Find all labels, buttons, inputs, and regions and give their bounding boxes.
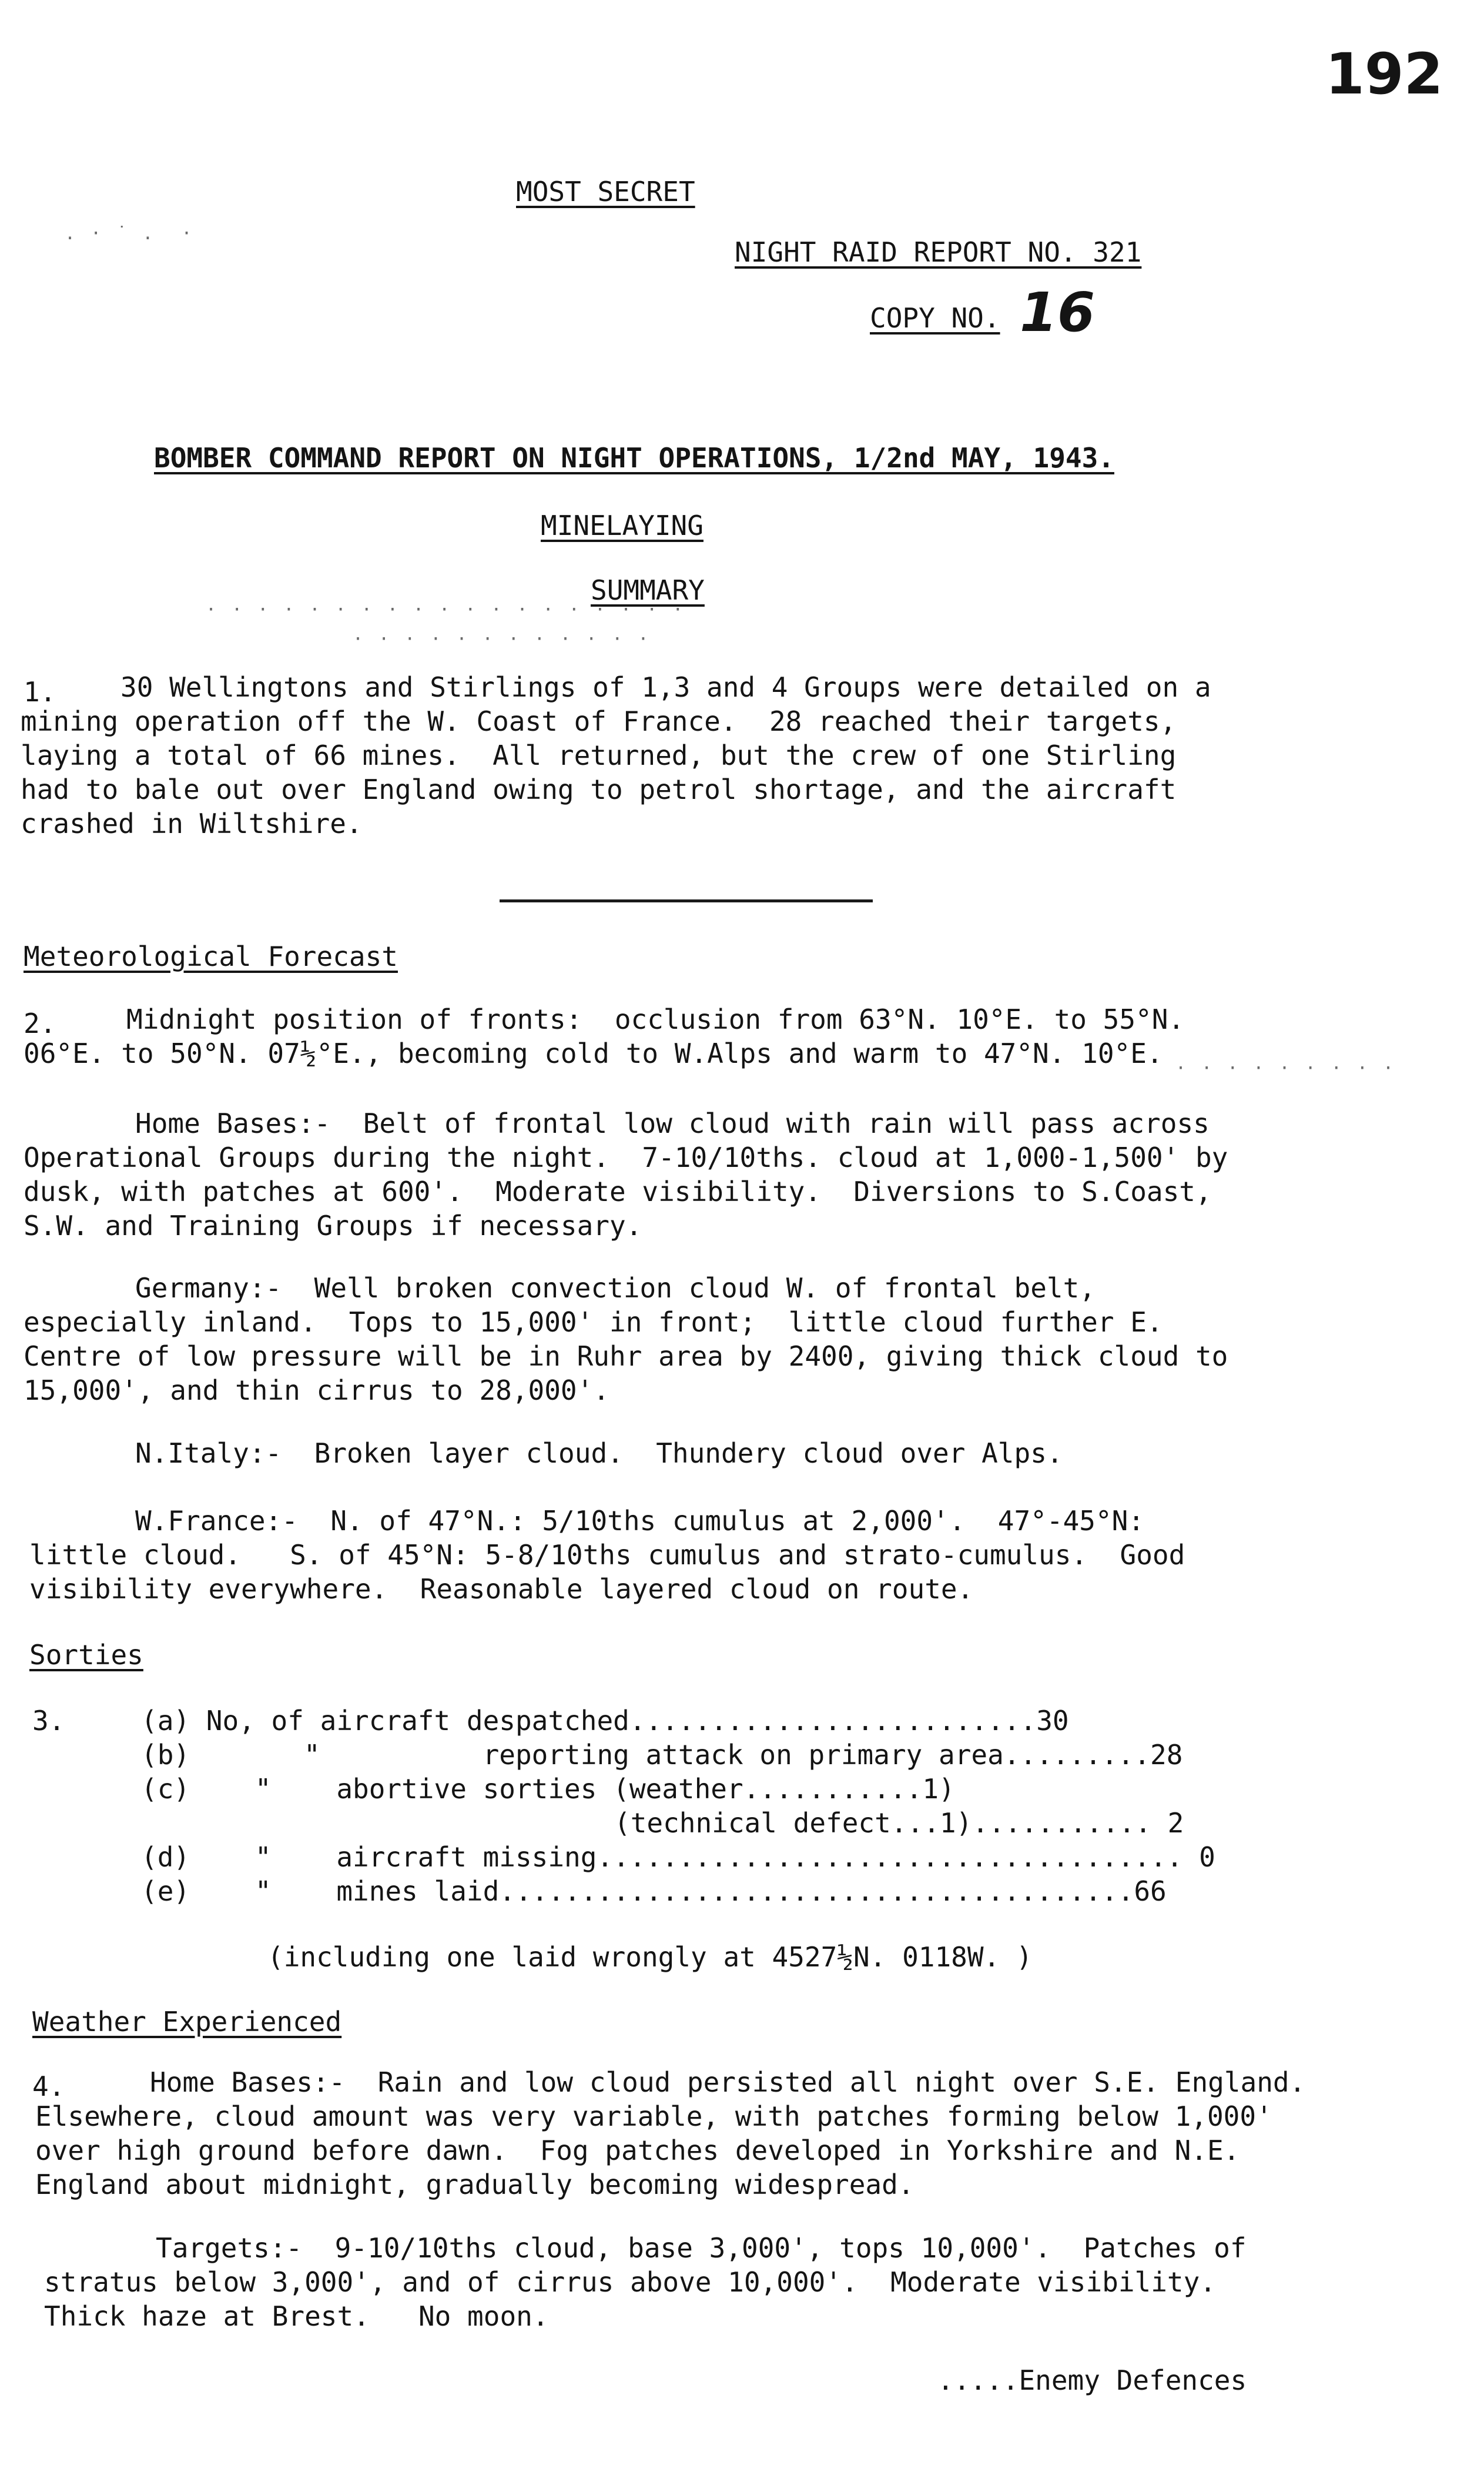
france-forecast-line: little cloud. S. of 45°N: 5-8/10ths cumulus and strato-cumulus. Good	[29, 1539, 1185, 1571]
meteorological-forecast-heading: Meteorological Forecast	[24, 941, 398, 972]
paragraph-number: 4.	[32, 2070, 65, 2102]
sortie-line-mines: (e) " mines laid.......................................66	[141, 1875, 1167, 1907]
germany-forecast-line: Germany:- Well broken convection cloud W. of frontal belt,	[135, 1272, 1096, 1304]
weather-home-bases-line: over high ground before dawn. Fog patches developed in Yorkshire and N.E.	[35, 2135, 1240, 2166]
classification-label: MOST SECRET	[516, 176, 695, 208]
weather-home-bases-line: Home Bases:- Rain and low cloud persisted all night over S.E. England.	[150, 2066, 1306, 2098]
sortie-note: (including one laid wrongly at 4527½N. 0118W. )	[267, 1941, 1033, 1973]
weather-experienced-heading: Weather Experienced	[32, 2006, 342, 2038]
report-number: NIGHT RAID REPORT NO. 321	[735, 236, 1142, 268]
home-bases-forecast-line: Operational Groups during the night. 7-10/10ths. cloud at 1,000-1,500' by	[24, 1142, 1228, 1173]
sortie-line-missing: (d) " aircraft missing.................................... 0	[141, 1841, 1215, 1873]
copy-number-handwritten: 16	[1020, 281, 1096, 344]
home-bases-forecast-line: Home Bases:- Belt of frontal low cloud with rain will pass across	[135, 1108, 1210, 1139]
summary-line: laying a total of 66 mines. All returned, but the crew of one Stirling	[21, 740, 1177, 771]
sorties-heading: Sorties	[29, 1639, 143, 1671]
italy-forecast-line: N.Italy:- Broken layer cloud. Thundery cloud over Alps.	[135, 1437, 1063, 1469]
continuation-catchword: .....Enemy Defences	[937, 2364, 1247, 2396]
france-forecast-line: W.France:- N. of 47°N.: 5/10ths cumulus at 2,000'. 47°-45°N:	[135, 1505, 1145, 1537]
sortie-line-abortive-technical: (technical defect...1)........... 2	[614, 1807, 1184, 1839]
paragraph-number: 3.	[32, 1705, 65, 1737]
france-forecast-line: visibility everywhere. Reasonable layered cloud on route.	[29, 1573, 974, 1605]
summary-line: had to bale out over England owing to petrol shortage, and the aircraft	[21, 774, 1177, 805]
germany-forecast-line: Centre of low pressure will be in Ruhr area by 2400, giving thick cloud to	[24, 1340, 1228, 1372]
operation-heading: MINELAYING	[541, 510, 704, 541]
weather-targets-line: stratus below 3,000', and of cirrus above 10,000'. Moderate visibility.	[44, 2266, 1216, 2298]
paragraph-number: 2.	[24, 1008, 56, 1039]
weather-targets-line: Thick haze at Brest. No moon.	[44, 2300, 549, 2332]
sortie-line-despatched: (a) No, of aircraft despatched.........................30	[141, 1705, 1069, 1737]
germany-forecast-line: especially inland. Tops to 15,000' in front; little cloud further E.	[24, 1306, 1163, 1338]
home-bases-forecast-line: S.W. and Training Groups if necessary.	[24, 1210, 642, 1242]
copy-label: COPY NO.	[870, 302, 1000, 334]
summary-line: crashed in Wiltshire.	[21, 808, 363, 839]
fronts-line: 06°E. to 50°N. 07½°E., becoming cold to W.Alps and warm to 47°N. 10°E.	[24, 1038, 1163, 1069]
section-divider	[500, 899, 873, 902]
sortie-line-abortive: (c) " abortive sorties (weather...........1)	[141, 1773, 955, 1805]
germany-forecast-line: 15,000', and thin cirrus to 28,000'.	[24, 1374, 609, 1406]
summary-line: 30 Wellingtons and Stirlings of 1,3 and 4 Groups were detailed on a	[120, 671, 1211, 703]
paragraph-number: 1.	[24, 676, 56, 708]
scan-speckle: · · · · · · · · ·	[1175, 1058, 1396, 1079]
home-bases-forecast-line: dusk, with patches at 600'. Moderate visibility. Diversions to S.Coast,	[24, 1176, 1212, 1207]
summary-line: mining operation off the W. Coast of France. 28 reached their targets,	[21, 705, 1177, 737]
report-title: BOMBER COMMAND REPORT ON NIGHT OPERATIONS, 1/2nd MAY, 1943.	[154, 442, 1114, 474]
scan-speckle: . · ˙ . ·	[65, 223, 195, 244]
weather-home-bases-line: Elsewhere, cloud amount was very variable, with patches forming below 1,000'	[35, 2100, 1272, 2132]
scan-speckle: · · · · · · · · · · · ·	[353, 629, 651, 650]
summary-heading: SUMMARY	[591, 574, 705, 606]
sortie-line-attack: (b) " reporting attack on primary area.........28	[141, 1739, 1183, 1771]
weather-targets-line: Targets:- 9-10/10ths cloud, base 3,000', tops 10,000'. Patches of	[156, 2232, 1247, 2264]
scan-speckle: · · · · · · · · · · · · · · · · · · ·	[206, 600, 686, 620]
fronts-line: Midnight position of fronts: occlusion from 63°N. 10°E. to 55°N.	[126, 1003, 1185, 1035]
weather-home-bases-line: England about midnight, gradually becoming widespread.	[35, 2169, 914, 2200]
page-number: 192	[1325, 41, 1443, 107]
